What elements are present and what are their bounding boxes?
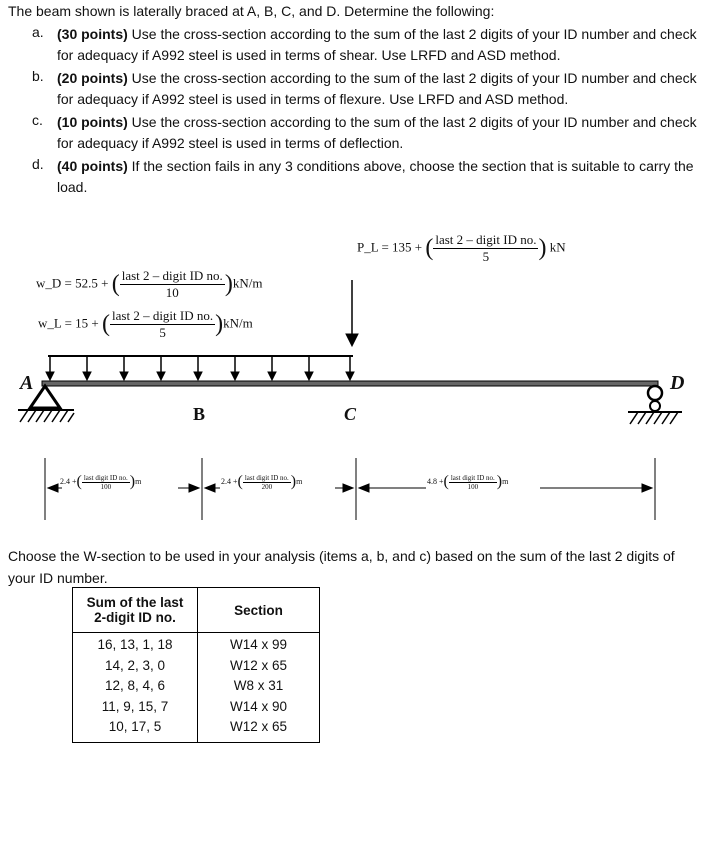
choose-instruction: Choose the W-section to be used in your analysis (items a, b, and c) based on the sum of the last 2 digits of your ID number. bbox=[8, 548, 675, 586]
wl-lhs: w_L = 15 + bbox=[38, 315, 99, 331]
wl-numerator: last 2 – digit ID no. bbox=[112, 308, 214, 323]
item-text: Use the cross-section according to the sum of the last 2 digits of your ID number and check for adequacy if A992 steel is used in terms of shear. Use LRFD and ASD method. bbox=[57, 26, 697, 63]
problem-intro: The beam shown is laterally braced at A, B, C, and D. Determine the following: bbox=[8, 3, 495, 19]
live-load-formula: w_L = 15 + ( $\frac{\text{last 2 – digit ID no.}}{5}$ )kN/m bbox=[38, 308, 253, 340]
section-cell: W14 x 99 W12 x 65 W8 x 31 W14 x 90 W12 x 65 bbox=[198, 633, 320, 743]
point-load-formula: P_L = 135 + ( $\frac{\text{last 2 – digit ID no.}}{5}$ ) kN bbox=[357, 232, 566, 264]
item-text: If the section fails in any 3 conditions above, choose the section that is suitable to carry the load. bbox=[57, 158, 694, 195]
section-table bbox=[72, 587, 320, 743]
beam-diagram bbox=[0, 270, 720, 530]
dimension-cd: 4.8 +( $\frac{\text{last digit ID no.}}{100}$ )m bbox=[427, 473, 509, 491]
dead-load-formula: w_D = 52.5 + ( $\frac{\text{last 2 – digit ID no.}}{10}$ )kN/m bbox=[36, 268, 263, 300]
pl-lhs: P_L = 135 + bbox=[357, 239, 423, 255]
item-points: (20 points) bbox=[57, 70, 128, 86]
item-marker: b. bbox=[32, 68, 44, 84]
dimension-ab: 2.4 +( $\frac{\text{last digit ID no.}}{100}$ )m bbox=[60, 473, 142, 491]
point-load-arrowhead bbox=[346, 334, 358, 346]
table-header-row bbox=[73, 588, 320, 633]
dimension-bc: 2.4 +( $\frac{\text{last digit ID no.}}{200}$ )m bbox=[221, 473, 303, 491]
wl-denominator: 5 bbox=[159, 325, 166, 340]
wd-unit: kN/m bbox=[232, 275, 263, 291]
wd-lhs: w_D = 52.5 + bbox=[36, 275, 109, 291]
header-sum: Sum of the last 2-digit ID no. bbox=[73, 588, 198, 633]
pl-unit: kN bbox=[549, 239, 566, 255]
wd-numerator: last 2 – digit ID no. bbox=[121, 268, 223, 283]
item-marker: c. bbox=[32, 112, 43, 128]
item-text: Use the cross-section according to the sum of the last 2 digits of your ID number and check for adequacy if A992 steel is used in terms of deflection. bbox=[57, 114, 697, 151]
label-b: B bbox=[193, 404, 206, 424]
label-c: C bbox=[344, 404, 357, 424]
header-section: Section bbox=[198, 588, 320, 633]
item-points: (30 points) bbox=[57, 26, 128, 42]
item-marker: a. bbox=[32, 24, 44, 40]
wl-unit: kN/m bbox=[223, 315, 253, 331]
item-marker: d. bbox=[32, 156, 44, 172]
pl-numerator: last 2 – digit ID no. bbox=[435, 232, 537, 247]
wd-denominator: 10 bbox=[165, 285, 179, 300]
distributed-load-arrows bbox=[46, 356, 354, 380]
sum-cell: 16, 13, 1, 18 14, 2, 3, 0 12, 8, 4, 6 11, 9, 15, 7 10, 17, 5 bbox=[73, 633, 198, 743]
beam bbox=[42, 381, 658, 386]
item-text: Use the cross-section according to the sum of the last 2 digits of your ID number and check for adequacy if A992 steel is used in terms of flexure. Use LRFD and ASD method. bbox=[57, 70, 697, 107]
pl-denominator: 5 bbox=[482, 249, 490, 264]
item-points: (40 points) bbox=[57, 158, 128, 174]
label-d: D bbox=[670, 372, 685, 394]
item-points: (10 points) bbox=[57, 114, 128, 130]
table-row bbox=[73, 633, 320, 743]
label-a: A bbox=[20, 372, 34, 394]
